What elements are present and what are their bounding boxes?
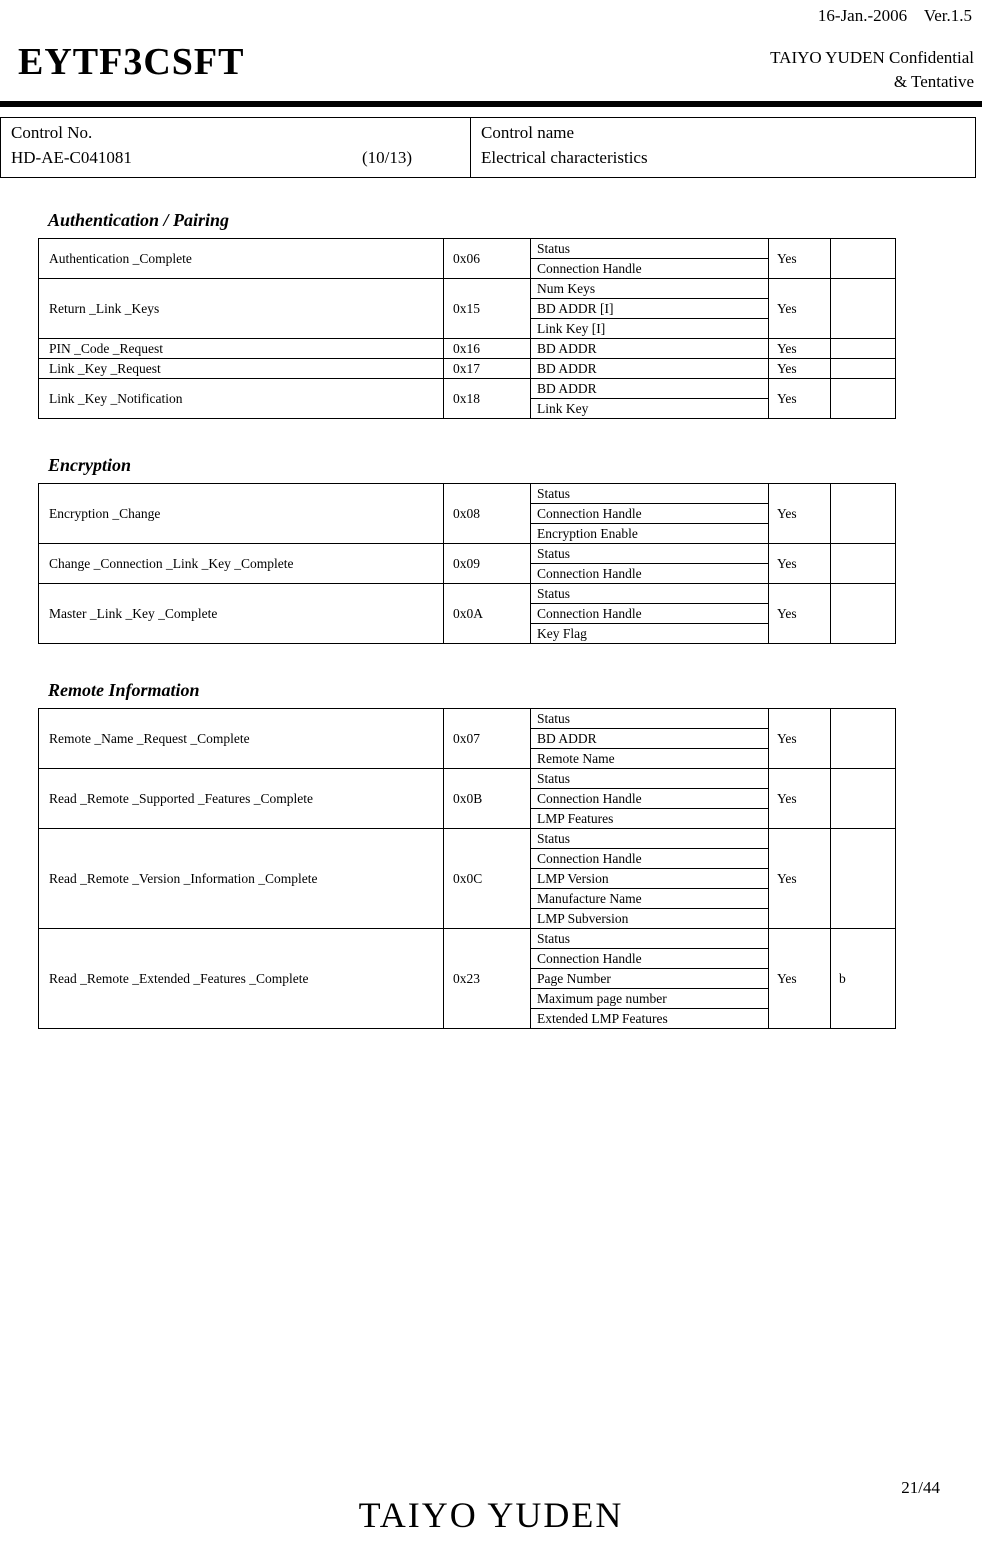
control-no-value: HD-AE-C041081 xyxy=(11,148,132,167)
event-table xyxy=(38,238,896,419)
event-opcode: 0x0C xyxy=(444,829,531,929)
event-parameter: Encryption Enable xyxy=(531,524,769,544)
event-name: Read _Remote _Version _Information _Complete xyxy=(39,829,444,929)
event-name: Change _Connection _Link _Key _Complete xyxy=(39,544,444,584)
event-parameter: Status xyxy=(531,929,769,949)
event-parameter: BD ADDR xyxy=(531,379,769,399)
doc-code-title: EYTF3CSFT xyxy=(18,41,245,83)
table-row xyxy=(39,769,896,789)
control-no-cell xyxy=(1,118,471,178)
event-opcode: 0x23 xyxy=(444,929,531,1029)
date-version: 16-Jan.-2006 Ver.1.5 xyxy=(817,6,972,25)
section-title: Remote Information xyxy=(48,680,200,700)
event-parameter: Num Keys xyxy=(531,279,769,299)
event-parameter: Connection Handle xyxy=(531,504,769,524)
event-supported: Yes xyxy=(769,239,831,279)
table-row xyxy=(39,484,896,504)
event-note: b xyxy=(831,929,896,1029)
event-parameter: BD ADDR xyxy=(531,339,769,359)
table-row xyxy=(39,929,896,949)
event-parameter: BD ADDR [I] xyxy=(531,299,769,319)
table-row xyxy=(39,339,896,359)
event-name: Read _Remote _Extended _Features _Complete xyxy=(39,929,444,1029)
event-supported: Yes xyxy=(769,584,831,644)
event-opcode: 0x16 xyxy=(444,339,531,359)
event-supported: Yes xyxy=(769,929,831,1029)
control-name-label: Control name xyxy=(481,123,575,142)
table-row xyxy=(39,829,896,849)
confidential-line2: & Tentative xyxy=(893,72,974,91)
event-name: Return _Link _Keys xyxy=(39,279,444,339)
event-opcode: 0x08 xyxy=(444,484,531,544)
event-parameter: Link Key [I] xyxy=(531,319,769,339)
header-rule xyxy=(0,101,982,107)
confidential-line1: TAIYO YUDEN Confidential xyxy=(770,48,974,67)
event-opcode: 0x0A xyxy=(444,584,531,644)
control-no-line xyxy=(11,145,460,170)
event-opcode: 0x0B xyxy=(444,769,531,829)
event-supported: Yes xyxy=(769,379,831,419)
event-parameter: Status xyxy=(531,544,769,564)
control-info-table xyxy=(0,117,976,178)
section-title: Encryption xyxy=(48,455,132,475)
event-supported: Yes xyxy=(769,484,831,544)
event-parameter: Connection Handle xyxy=(531,604,769,624)
event-opcode: 0x15 xyxy=(444,279,531,339)
event-parameter: Connection Handle xyxy=(531,849,769,869)
table-row xyxy=(39,544,896,564)
event-name: Link _Key _Notification xyxy=(39,379,444,419)
event-parameter: LMP Version xyxy=(531,869,769,889)
event-name: Master _Link _Key _Complete xyxy=(39,584,444,644)
table-row xyxy=(39,279,896,299)
page-number: 21/44 xyxy=(901,1478,940,1497)
event-parameter: Status xyxy=(531,769,769,789)
event-parameter: BD ADDR xyxy=(531,729,769,749)
event-opcode: 0x06 xyxy=(444,239,531,279)
event-note xyxy=(831,279,896,339)
section-title: Authentication / Pairing xyxy=(48,210,230,230)
event-name: Authentication _Complete xyxy=(39,239,444,279)
event-supported: Yes xyxy=(769,279,831,339)
event-parameter: Connection Handle xyxy=(531,949,769,969)
event-parameter: Status xyxy=(531,829,769,849)
sections-container xyxy=(38,210,895,1029)
event-note xyxy=(831,584,896,644)
event-supported: Yes xyxy=(769,769,831,829)
event-parameter: Maximum page number xyxy=(531,989,769,1009)
event-parameter: Remote Name xyxy=(531,749,769,769)
event-name: Remote _Name _Request _Complete xyxy=(39,709,444,769)
event-name: Link _Key _Request xyxy=(39,359,444,379)
event-supported: Yes xyxy=(769,544,831,584)
control-name-cell xyxy=(471,118,976,178)
event-parameter: Connection Handle xyxy=(531,564,769,584)
control-no-page: (10/13) xyxy=(361,148,412,167)
event-table xyxy=(38,483,896,644)
event-note xyxy=(831,239,896,279)
event-supported: Yes xyxy=(769,709,831,769)
company-name: TAIYO YUDEN xyxy=(358,1495,624,1535)
event-supported: Yes xyxy=(769,359,831,379)
event-parameter: Status xyxy=(531,484,769,504)
event-note xyxy=(831,339,896,359)
event-opcode: 0x07 xyxy=(444,709,531,769)
event-parameter: LMP Subversion xyxy=(531,909,769,929)
table-row xyxy=(39,709,896,729)
event-parameter: Connection Handle xyxy=(531,789,769,809)
event-note xyxy=(831,379,896,419)
control-no-label: Control No. xyxy=(11,123,93,142)
control-name-value: Electrical characteristics xyxy=(481,148,648,167)
event-parameter: LMP Features xyxy=(531,809,769,829)
event-name: PIN _Code _Request xyxy=(39,339,444,359)
event-note xyxy=(831,484,896,544)
table-row xyxy=(39,359,896,379)
event-parameter: Key Flag xyxy=(531,624,769,644)
event-parameter: Status xyxy=(531,709,769,729)
event-parameter: Status xyxy=(531,239,769,259)
table-row xyxy=(39,379,896,399)
event-name: Read _Remote _Supported _Features _Complete xyxy=(39,769,444,829)
event-parameter: Connection Handle xyxy=(531,259,769,279)
event-note xyxy=(831,359,896,379)
event-parameter: Extended LMP Features xyxy=(531,1009,769,1029)
event-table xyxy=(38,708,896,1029)
table-row xyxy=(39,239,896,259)
table-row xyxy=(39,584,896,604)
event-parameter: Status xyxy=(531,584,769,604)
event-note xyxy=(831,544,896,584)
event-note xyxy=(831,709,896,769)
event-parameter: Manufacture Name xyxy=(531,889,769,909)
event-opcode: 0x17 xyxy=(444,359,531,379)
event-name: Encryption _Change xyxy=(39,484,444,544)
event-supported: Yes xyxy=(769,829,831,929)
event-note xyxy=(831,769,896,829)
control-info-row xyxy=(1,118,976,178)
event-supported: Yes xyxy=(769,339,831,359)
event-parameter: Page Number xyxy=(531,969,769,989)
event-note xyxy=(831,829,896,929)
event-parameter: BD ADDR xyxy=(531,359,769,379)
event-parameter: Link Key xyxy=(531,399,769,419)
event-opcode: 0x18 xyxy=(444,379,531,419)
event-opcode: 0x09 xyxy=(444,544,531,584)
confidential-block xyxy=(770,46,974,94)
